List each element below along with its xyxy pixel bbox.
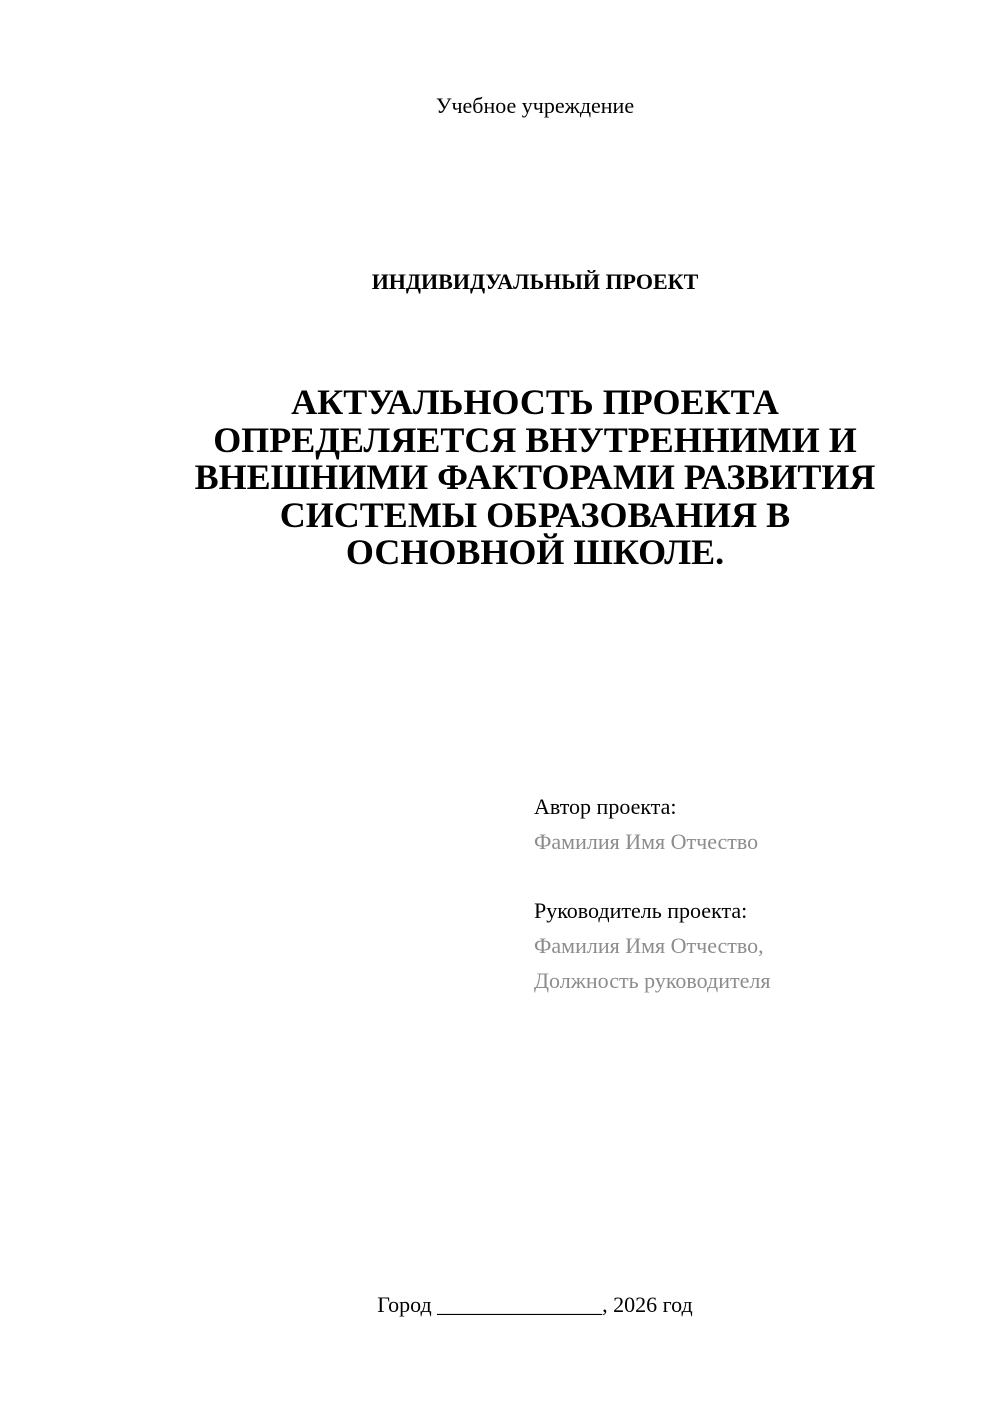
city-year: Город _______________, 2026 год (377, 1292, 693, 1317)
author-label: Автор проекта: (534, 794, 677, 819)
project-title (150, 384, 920, 572)
institution-name: Учебное учреждение (435, 93, 635, 118)
project-title-line: ОСНОВНОЙ ШКОЛЕ. (345, 532, 725, 572)
project-title-line: СИСТЕМЫ ОБРАЗОВАНИЯ В (279, 494, 791, 535)
supervisor-position: Должность руководителя (534, 968, 771, 993)
project-title-line: АКТУАЛЬНОСТЬ ПРОЕКТА (291, 382, 779, 422)
supervisor-label: Руководитель проекта: (534, 898, 748, 923)
info-spacer (534, 859, 770, 893)
project-title-line: ВНЕШНИМИ ФАКТОРАМИ РАЗВИТИЯ (194, 457, 876, 497)
project-info (534, 789, 770, 998)
project-title-line: ОПРЕДЕЛЯЕТСЯ ВНУТРЕННИМИ И (213, 419, 857, 460)
project-type: ИНДИВИДУАЛЬНЫЙ ПРОЕКТ (371, 269, 699, 294)
author-name: Фамилия Имя Отчество (534, 829, 759, 854)
supervisor-name: Фамилия Имя Отчество, (534, 933, 764, 958)
